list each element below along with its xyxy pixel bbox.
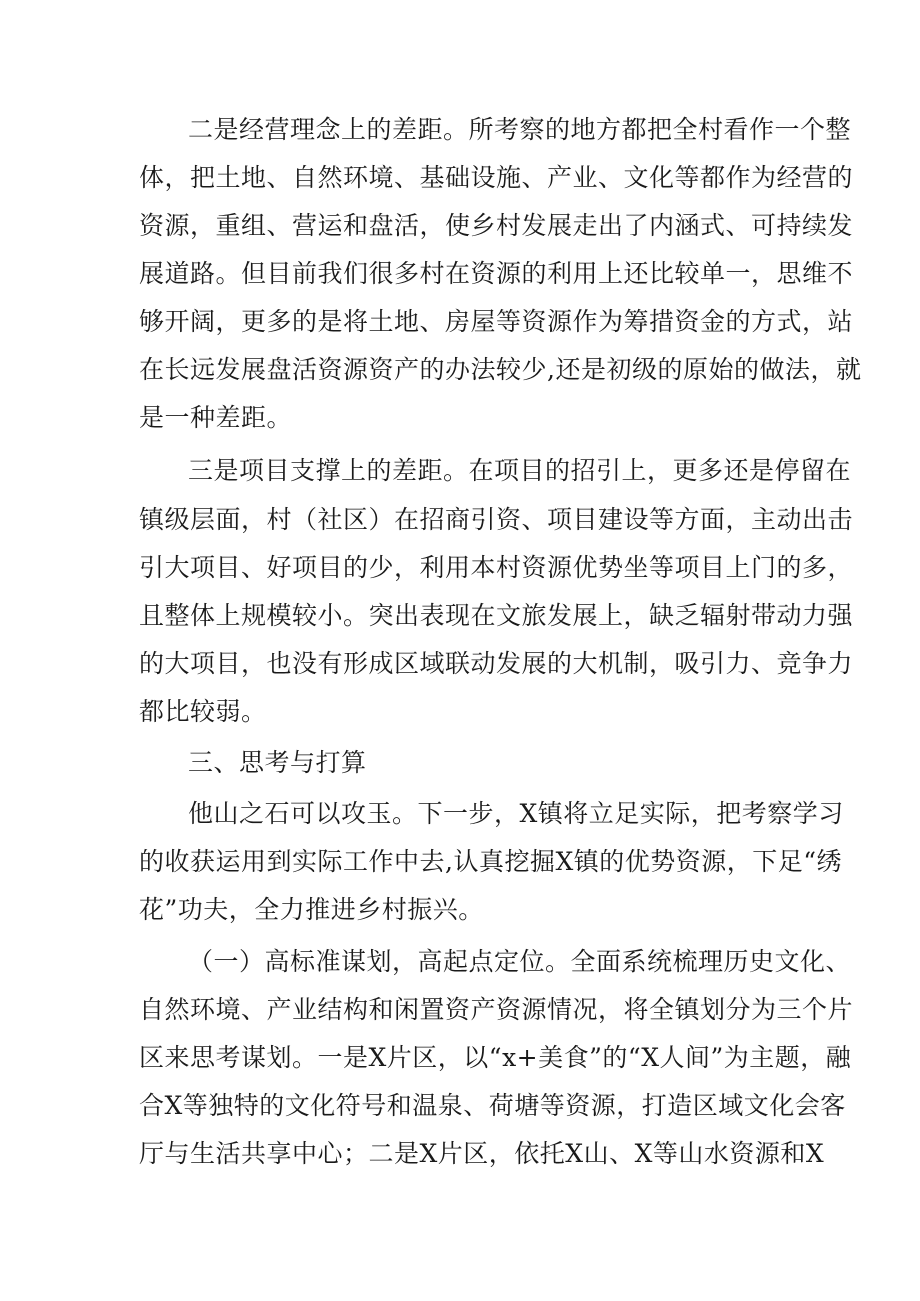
paragraph-line: 二是经营理念上的差距。所考察的地方都把全村看作一个整: [188, 115, 852, 144]
paragraph-line: 自然环境、产业结构和闲置资产资源情况，将全镇划分为三个片: [139, 995, 854, 1024]
paragraph-line: 区来思考谋划。一是X片区，以“x+美食”的“X人间”为主题，融: [139, 1043, 852, 1072]
paragraph-line: 花”功夫，全力推进乡村振兴。: [139, 895, 484, 924]
paragraph-line: 合X等独特的文化符号和温泉、荷塘等资源，打造区域文化会客: [139, 1091, 846, 1120]
paragraph-line: 镇级层面，村（社区）在招商引资、项目建设等方面，主动出击: [139, 505, 854, 534]
paragraph-line: 是一种差距。: [139, 403, 293, 432]
paragraph-line: 够开阔，更多的是将土地、房屋等资源作为筹措资金的方式，站: [139, 307, 854, 336]
paragraph-line: 厅与生活共享中心；二是X片区，依托X山、X等山水资源和X: [139, 1139, 825, 1168]
paragraph-line: 展道路。但目前我们很多村在资源的利用上还比较单一，思维不: [139, 259, 854, 288]
paragraph-line: 他山之石可以攻玉。下一步，X镇将立足实际，把考察学习: [188, 799, 844, 828]
paragraph-line: 资源，重组、营运和盘活，使乡村发展走出了内涵式、可持续发: [139, 211, 854, 240]
paragraph-line: 引大项目、好项目的少，利用本村资源优势坐等项目上门的多，: [139, 553, 854, 582]
paragraph-line: 的大项目，也没有形成区域联动发展的大机制，吸引力、竞争力: [139, 649, 854, 678]
paragraph-line: 在长远发展盘活资源资产的办法较少,还是初级的原始的做法，就: [139, 355, 862, 384]
section-heading: 三、思考与打算: [188, 748, 367, 777]
paragraph-line: 都比较弱。: [139, 697, 267, 726]
paragraph-line: 的收获运用到实际工作中去,认真挖掘X镇的优势资源，下足“绣: [139, 847, 843, 876]
paragraph-line: 三是项目支撑上的差距。在项目的招引上，更多还是停留在: [188, 456, 852, 485]
paragraph-line: 体，把土地、自然环境、基础设施、产业、文化等都作为经营的: [139, 163, 854, 192]
paragraph-line: 且整体上规模较小。突出表现在文旅发展上，缺乏辐射带动力强: [139, 601, 854, 630]
paragraph-line: （一）高标准谋划，高起点定位。全面系统梳理历史文化、: [188, 947, 852, 976]
